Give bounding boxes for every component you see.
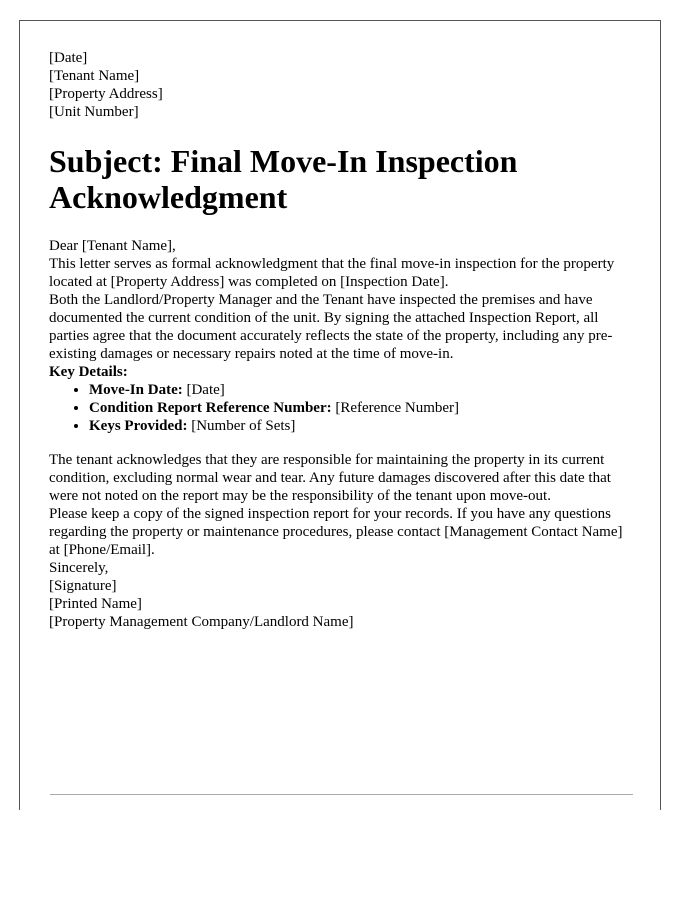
recipient-unit-number: [Unit Number] <box>49 104 139 120</box>
key-label: Keys Provided: <box>89 418 188 434</box>
signature-placeholder: [Signature] <box>49 578 117 594</box>
letter-body <box>49 49 634 631</box>
paragraph-acknowledgment: This letter serves as formal acknowledgment that the final move-in inspection for the property located at [Property Address] was completed on [Inspection Date]. <box>49 256 615 290</box>
footer-divider <box>50 794 633 795</box>
list-item-keys-provided <box>89 417 634 435</box>
list-item-move-in-date <box>89 381 634 399</box>
salutation: Dear [Tenant Name], <box>49 238 176 254</box>
paragraph-tenant-responsibility: The tenant acknowledges that they are responsible for maintaining the property in its current condition, excluding normal wear and tear. Any future damages discovered after this date that were not noted on the report may be the responsibility of the tenant upon move-out. <box>49 452 611 504</box>
key-value: [Reference Number] <box>331 400 460 416</box>
key-value: [Date] <box>182 382 225 398</box>
subject-heading: Subject: Final Move-In Inspection Acknowledgment <box>49 143 518 215</box>
key-label: Condition Report Reference Number: <box>89 400 332 416</box>
key-label: Move-In Date: <box>89 382 183 398</box>
letter-page <box>19 20 661 810</box>
recipient-name: [Tenant Name] <box>49 68 140 84</box>
closing-line: Sincerely, <box>49 560 109 576</box>
printed-name: [Printed Name] <box>49 596 142 612</box>
list-item-reference-number <box>89 399 634 417</box>
letter-date: [Date] <box>49 50 88 66</box>
signature-block <box>49 577 634 631</box>
company-name: [Property Management Company/Landlord Name] <box>49 614 354 630</box>
paragraph-inspection-report: Both the Landlord/Property Manager and the Tenant have inspected the premises and have documented the current condition of the unit. By signing the attached Inspection Report, all parties agree that the document accurately reflects the state of the property, including any pre-existing damages or necessary repairs noted at the time of move-in. <box>49 292 613 362</box>
key-details-list <box>49 381 634 435</box>
recipient-property-address: [Property Address] <box>49 86 163 102</box>
recipient-address-block <box>49 67 634 121</box>
paragraph-contact: Please keep a copy of the signed inspection report for your records. If you have any questions regarding the property or maintenance procedures, please contact [Management Contact Name] at [Phone/Email]. <box>49 506 623 558</box>
key-details-heading: Key Details: <box>49 364 128 380</box>
key-value: [Number of Sets] <box>187 418 296 434</box>
